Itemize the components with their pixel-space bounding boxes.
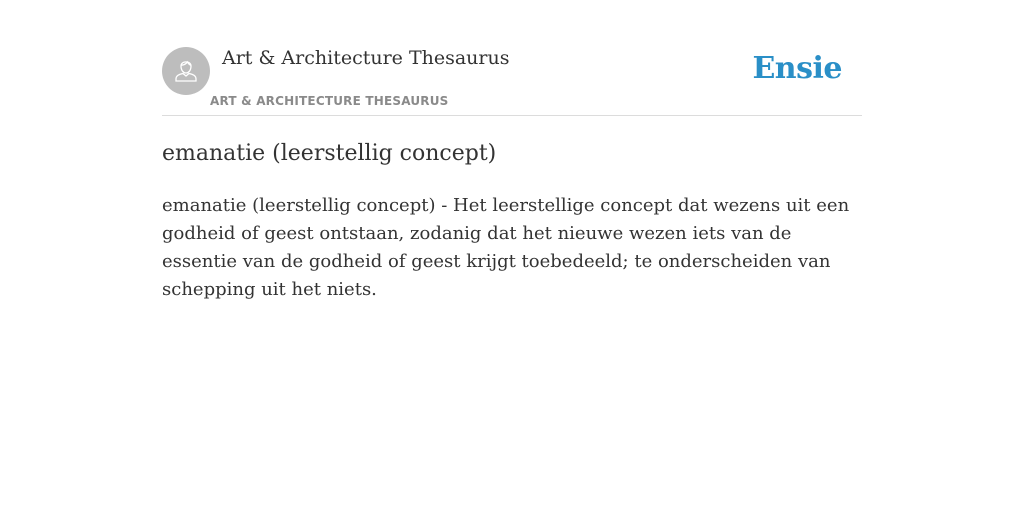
header — [162, 0, 862, 116]
source-title[interactable]: Art & Architecture Thesaurus — [222, 47, 510, 69]
source-subtitle: ART & ARCHITECTURE THESAURUS — [210, 94, 449, 108]
user-icon — [171, 54, 201, 89]
page-title: emanatie (leerstellig concept) — [162, 141, 497, 166]
entry-content — [162, 138, 852, 304]
definition-text: emanatie (leerstellig concept) - Het leerstellige concept dat wezens uit een godheid of geest ontstaan, zodanig dat het nieuwe wezen iets van de essentie van de godheid of geest krijgt toebedeeld; te onderscheiden van schepping uit het niets. — [162, 195, 850, 300]
brand-logo[interactable]: Ensie — [752, 51, 842, 86]
avatar[interactable] — [162, 47, 210, 95]
